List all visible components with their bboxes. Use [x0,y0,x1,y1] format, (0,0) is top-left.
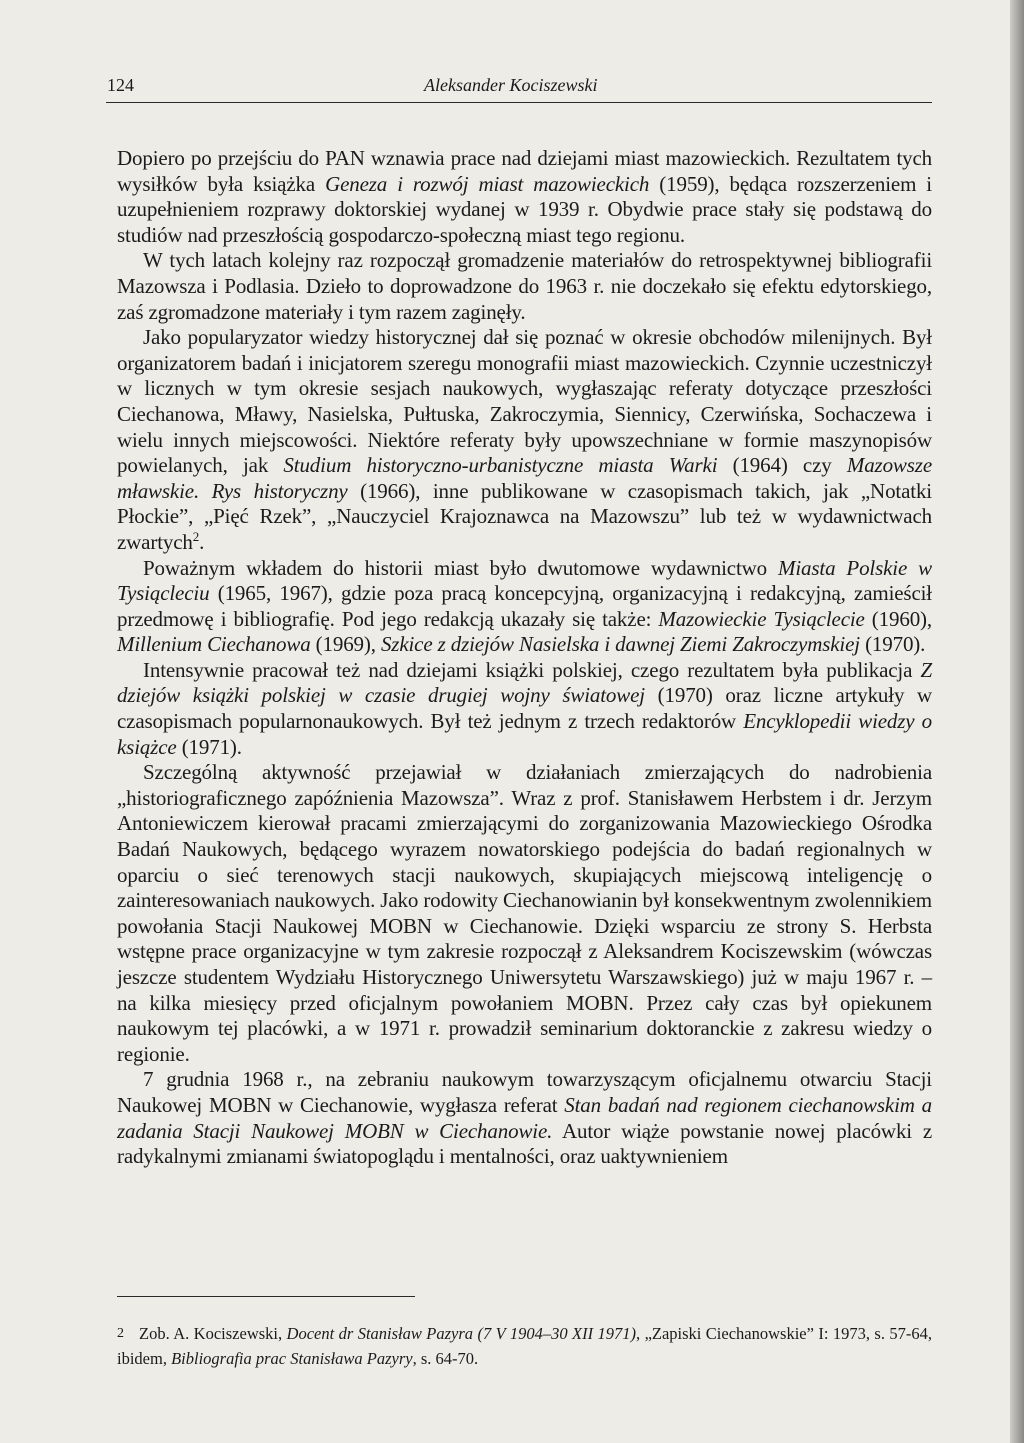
page-header [107,72,931,102]
italic-title: Szkice z dziejów Nasielska i dawnej Ziemi Zakroczymskiej [380,632,860,657]
italic-title: Stan badań nad regionem ciechanowskim a zadania Stacji Naukowej MOBN w Ciechanowie. [117,1092,932,1143]
italic-title: Millenium Ciechanowa [117,632,311,657]
body-text [117,146,932,1170]
footnote [117,1321,932,1371]
text-run: (1969), [310,632,381,657]
text-run: , s. 64-70. [412,1349,479,1368]
text-run: Dopiero po przejściu do PAN wznawia prace nad dziejami miast mazowieckich. Rezultatem tych wysiłków była książka [117,146,932,196]
footnote-reference: 2 [192,528,200,544]
paragraph [117,325,932,555]
paragraph [117,146,932,248]
text-run: Zob. A. Kociszewski, [139,1324,287,1343]
running-head: Aleksander Kociszewski [424,75,598,95]
page-edge-shadow [1010,0,1024,1443]
text-run: (1966), inne publikowane w czasopismach takich, jak „Notatki Płockie”, „Pięć Rzek”, „Nauczyciel Krajoznawca na Mazowszu” lub też w wydawnictwach zwartych [117,478,932,554]
text-run: Autor wiąże powstanie nowej placówki z radykalnymi zmianami światopoglądu i mentalności, oraz uaktywnieniem [117,1118,932,1169]
paragraph [117,556,932,658]
text-run: Jako popularyzator wiedzy historycznej dał się poznać w okresie obchodów milenijnych. Był organizatorem badań i inicjatorem szeregu monografii miast mazowieckich. Czynnie uczestniczył w licznych w tym okresie sesjach naukowych, wygłaszając referaty dotyczące przeszłości Ciechanowa, Mławy, Nasielska, Pułtuska, Zakroczymia, Siennicy, Czerwińska, Sochaczewa i wielu innych miejscowości. Niektóre referaty były upowszechniane w formie maszynopisów powielanych, jak [117,325,932,478]
text-run: Poważnym wkładem do historii miast było dwutomowe wydawnictwo [143,555,778,580]
text-run: (1959), będąca rozszerzeniem i uzupełnieniem rozprawy doktorskiej wydanej w 1939 r. Obydwie prace stały się podstawą do studiów nad przeszłością gospodarczo-społeczną miast tego regionu. [117,171,932,247]
italic-title: Z dziejów książki polskiej w czasie drugiej wojny światowej [117,657,932,708]
italic-title: Mazowieckie Tysiąclecie [658,606,865,631]
text-run: . [199,529,205,554]
italic-title: Studium historyczno-urbanistyczne miasta Warki [283,453,718,478]
text-run: (1970) oraz liczne artykuły w czasopismach popularnonaukowych. Był też jednym z trzech redaktorów [117,683,932,734]
text-run: (1964) czy [717,453,847,478]
footnote-rule [117,1296,415,1297]
footnote-number: 2 [117,1326,124,1341]
text-run: (1965, 1967), gdzie poza pracą koncepcyjną, organizacyjną i redakcyjną, zamieścił przedmowę i bibliografię. Pod jego redakcją ukazały się także: [117,581,932,631]
text-run: (1960), [864,606,932,631]
page-number: 124 [107,75,134,95]
paragraph [117,248,932,325]
italic-title: Miasta Polskie w Tysiącleciu [117,555,932,606]
text-run: W tych latach kolejny raz rozpoczął gromadzenie materiałów do retrospektywnej bibliografii Mazowsza i Podlasia. Dzieło to doprowadzone do 1963 r. nie doczekało się efektu edytorskiego, zaś zgromadzone materiały i tym razem zaginęły. [117,248,932,324]
italic-title: Mazowsze mławskie. Rys historyczny [117,453,932,503]
text-run: 7 grudnia 1968 r., na zebraniu naukowym towarzyszącym oficjalnemu otwarciu Stacji Naukowej MOBN w Ciechanowie, wygłasza referat [117,1067,932,1117]
italic-title: Docent dr Stanisław Pazyra (7 V 1904–30 XII 1971) [286,1324,637,1343]
text-run: (1970). [859,632,926,657]
paragraph [117,658,932,760]
paragraph [117,760,932,1067]
header-rule [106,102,932,103]
italic-title: Bibliografia prac Stanisława Pazyry [171,1349,413,1368]
text-run: Szczególną aktywność przejawiał w działaniach zmierzających do nadrobienia „historiograficznego zapóźnienia Mazowsza”. Wraz z prof. Stanisławem Herbstem i dr. Jerzym Antoniewiczem kierował pracami zmierzającymi do zorganizowania Mazowieckiego Ośrodka Badań Naukowych, będącego wyrazem nowatorskiego podejścia do badań regionalnych w oparciu o sieć terenowych stacji naukowych, skupiających miejscową inteligencję o zainteresowaniach naukowych. Jako rodowity Ciechanowianin był konsekwentnym zwolennikiem powołania Stacji Naukowej MOBN w Ciechanowie. Dzięki wsparciu ze strony S. Herbsta wstępne prace organizacyjne w tym zakresie rozpoczął z Aleksandrem Kociszewskim (wówczas jeszcze studentem Wydziału Historycznego Uniwersytetu Warszawskiego) już w maju 1967 r. – na kilka miesięcy przed oficjalnym powołaniem MOBN. Przez cały czas był opiekunem naukowym tej placówki, a w 1971 r. prowadził seminarium doktoranckie z zakresu wiedzy o regionie. [117,760,932,1066]
text-run: Intensywnie pracował też nad dziejami książki polskiej, czego rezultatem była publikacja [143,657,921,682]
italic-title: Geneza i rozwój miast mazowieckich [325,171,650,196]
text-run: (1971). [176,734,242,759]
italic-title: Encyklopedii wiedzy o książce [117,709,932,759]
paragraph [117,1067,932,1169]
text-run: , „Zapiski Ciechanowskie” I: 1973, s. 57-64, ibidem, [117,1324,932,1368]
